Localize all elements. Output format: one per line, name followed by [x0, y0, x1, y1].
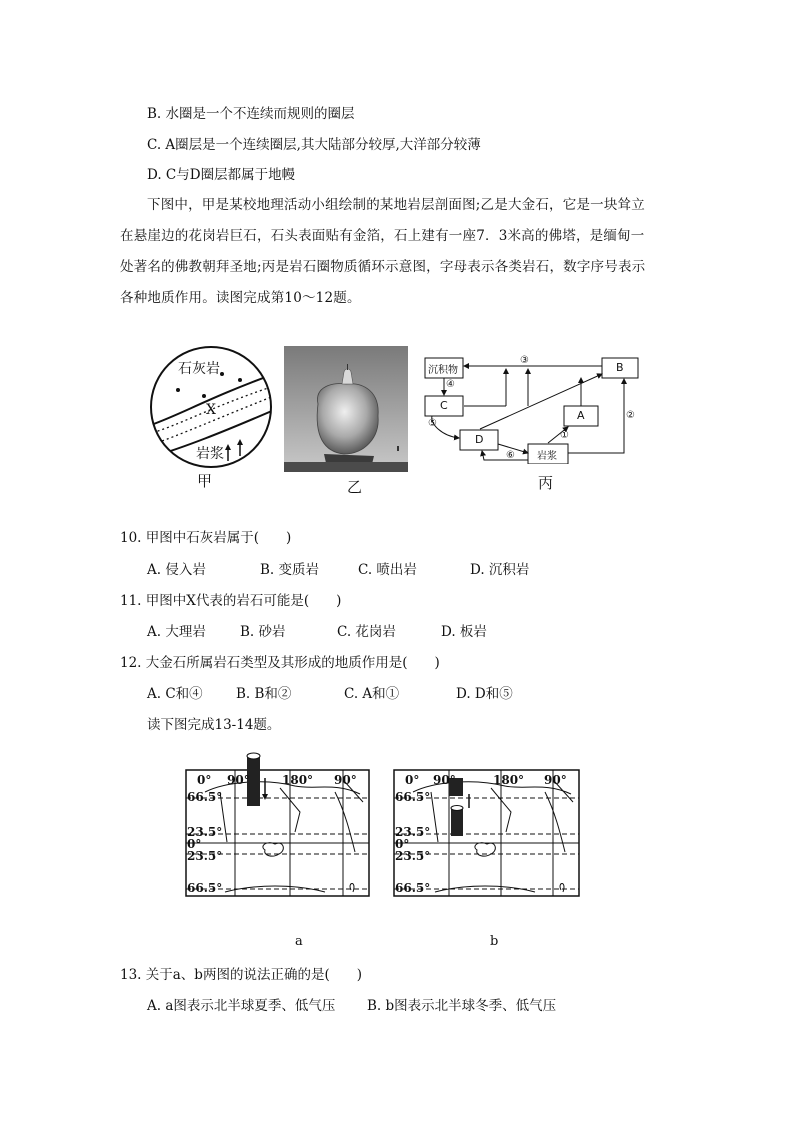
q10-stem: 10. 甲图中石灰岩属于( ) — [120, 530, 292, 546]
caption-bing: 丙 — [538, 474, 554, 492]
map-b-lon-180: 180° — [493, 773, 525, 787]
map-a-lon-90b: 90° — [334, 773, 357, 787]
figure-yi — [284, 346, 408, 496]
map-b-lat-235n: 23.5° — [395, 825, 431, 839]
label-magma: 岩浆 — [196, 446, 224, 462]
box-sediment: 沉积物 — [428, 365, 458, 376]
box-d: D — [475, 433, 484, 446]
q13-option-a: A. a图表示北半球夏季、低气压 — [147, 998, 336, 1014]
caption-b: b — [490, 934, 499, 949]
figure-jia — [148, 346, 274, 492]
map-a-lat-0: 0° — [187, 837, 202, 851]
q10-option-c: C. 喷出岩 — [358, 562, 417, 578]
map-a-lon-180: 180° — [282, 773, 314, 787]
q11-stem: 11. 甲图中X代表的岩石可能是( ) — [120, 593, 342, 609]
box-a: A — [577, 409, 585, 422]
map-a-lat-665s: 66.5° — [187, 881, 223, 895]
process-1: ① — [560, 430, 569, 441]
q10-option-a: A. 侵入岩 — [147, 562, 206, 578]
map-b-lon-90: 90° — [433, 773, 456, 787]
map-a-lat-665n: 66.5° — [187, 790, 223, 804]
q12-option-c: C. A和① — [344, 686, 400, 702]
map-a — [185, 752, 371, 952]
caption-a: a — [295, 934, 303, 949]
q11-option-c: C. 花岗岩 — [337, 624, 396, 640]
q10-option-b: B. 变质岩 — [260, 562, 320, 578]
q12-stem: 12. 大金石所属岩石类型及其形成的地质作用是( ) — [120, 655, 440, 671]
q12-option-b: B. B和② — [236, 686, 292, 702]
map-b — [393, 752, 583, 952]
q12-option-d: D. D和⑤ — [456, 686, 513, 702]
label-x: X — [206, 402, 216, 418]
process-3: ③ — [520, 355, 529, 366]
process-2: ② — [626, 410, 635, 421]
map-a-lat-235s: 23.5° — [187, 849, 223, 863]
map-b-lon-90b: 90° — [544, 773, 567, 787]
map-b-lat-665n: 66.5° — [395, 790, 431, 804]
map-b-lat-0: 0° — [395, 837, 410, 851]
map-a-lat-235n: 23.5° — [187, 825, 223, 839]
q10-option-d: D. 沉积岩 — [470, 562, 530, 578]
box-magma: 岩浆 — [537, 451, 557, 462]
caption-jia: 甲 — [197, 472, 213, 490]
map-a-lon-90: 90° — [227, 773, 250, 787]
intro-paragraph-2: 读下图完成13-14题。 — [147, 717, 281, 733]
q11-option-b: B. 砂岩 — [240, 624, 286, 640]
map-a-lon-0: 0° — [197, 773, 212, 787]
intro-paragraph-1: 下图中，甲是某校地理活动小组绘制的某地岩层剖面图;乙是大金石，它是一块耸立在悬崖边的花岗岩巨石，石头表面贴有金箔，石上建有一座7．3米高的佛塔，是缅甸一处著名的佛教朝拜圣地;丙是岩石圈物质循环示意图，字母表示各类岩石，数字序号表示各种地质作用。读图完成第10～12题。 — [120, 197, 646, 306]
map-b-lon-0: 0° — [405, 773, 420, 787]
process-4: ④ — [446, 379, 455, 390]
caption-yi: 乙 — [347, 478, 363, 496]
q13-option-b: B. b图表示北半球冬季、低气压 — [367, 998, 557, 1014]
process-6: ⑥ — [506, 450, 515, 461]
figure-bing — [424, 352, 642, 494]
box-b: B — [616, 361, 624, 374]
option-d-prev: D. C与D圈层都属于地幔 — [147, 167, 296, 183]
map-b-lat-665s: 66.5° — [395, 881, 431, 895]
box-c: C — [440, 399, 448, 412]
option-c-prev: C. A圈层是一个连续圈层,其大陆部分较厚,大洋部分较薄 — [147, 137, 481, 153]
option-b-prev: B. 水圈是一个不连续而规则的圈层 — [147, 106, 355, 122]
golden-rock-photo — [284, 346, 408, 472]
process-5: ⑤ — [428, 418, 437, 429]
q13-stem: 13. 关于a、b两图的说法正确的是( ) — [120, 967, 362, 983]
q11-option-a: A. 大理岩 — [147, 624, 206, 640]
map-b-lat-235s: 23.5° — [395, 849, 431, 863]
q11-option-d: D. 板岩 — [441, 624, 487, 640]
q12-option-a: A. C和④ — [147, 686, 203, 702]
label-limestone: 石灰岩 — [178, 361, 220, 377]
